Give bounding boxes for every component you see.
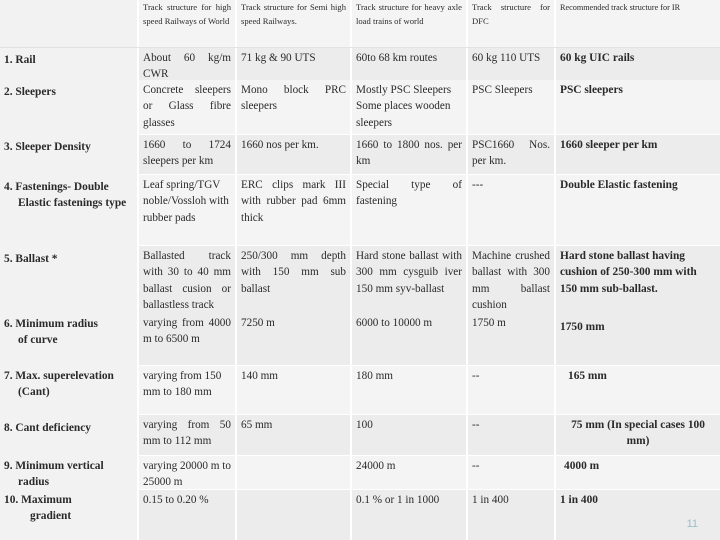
table-cell: 1 in 400 [556,490,720,540]
table-cell: 65 mm [237,415,350,455]
header-recommended-ir: Recommended track structure for IR [556,0,720,47]
table-cell: Ballasted track with 30 to 40 mm ballast cusion or ballastless track [139,246,235,313]
table-cell: 0.1 % or 1 in 1000 [352,490,466,540]
table-cell: Concrete sleepers or Glass fibre glasses [139,80,235,134]
table-cell: 165 mm [556,366,720,414]
table-row [0,135,720,174]
table-cell: -- [468,366,554,414]
table-cell: 4000 m [556,456,720,489]
table-cell: 24000 m [352,456,466,489]
table-cell: 60 kg UIC rails [556,48,720,80]
table-row [0,366,720,414]
table-header-row [0,0,720,47]
table-cell: -- [468,415,554,455]
row-label-line1: 4. Fastenings- Double [4,181,109,193]
header-high-speed: Track structure for high speed Railways of World [139,0,235,47]
table-cell: -- [468,456,554,489]
table-cell: 71 kg & 90 UTS [237,48,350,80]
row-label-line1: 10. Maximum [4,494,72,506]
table-cell: varying from 4000 m to 6500 m [139,313,235,365]
row-label-line2: (Cant) [18,386,50,399]
table-cell: 1 in 400 [468,490,554,540]
table-cell: 6000 to 10000 m [352,313,466,365]
table-cell: Hard stone ballast with 300 mm cysguib iver 150 mm syv-ballast [352,246,466,313]
table-row [0,490,720,540]
row-label: 1. Rail [4,54,36,66]
table-cell: 1660 to 1800 nos. per km [352,135,466,174]
row-label: 8. Cant deficiency [4,422,91,434]
header-empty-cell [0,0,137,47]
table-cell: PSC sleepers [556,80,720,134]
table-cell: Machine crushed ballast with 300 mm ballast cushion [468,246,554,313]
table-cell: About 60 kg/m CWR [139,48,235,80]
table-cell: 7250 m [237,313,350,365]
row-label-line2: gradient [30,510,72,523]
row-label [0,366,137,414]
row-label-line2: of curve [18,334,58,347]
table-cell: 1750 m [468,313,554,365]
table-cell: 1750 mm [556,313,720,365]
table-cell: Hard stone ballast having cushion of 250-300 mm with 150 mm sub-ballast. [556,246,720,313]
table-cell: Double Elastic fastening [556,175,720,245]
table-cell: varying from 50 mm to 112 mm [139,415,235,455]
table-cell: --- [468,175,554,245]
table-cell: 0.15 to 0.20 % [139,490,235,540]
table-cell: varying from 150 mm to 180 mm [139,366,235,414]
table-cell: PSC1660 Nos. per km. [468,135,554,174]
row-label-line1: 7. Max. superelevation [4,370,114,382]
table-cell: Leaf spring/TGV noble/Vossloh with rubber pads [139,175,235,245]
table-row [0,80,720,134]
row-label [0,313,137,365]
row-label: 5. Ballast * [4,253,58,265]
table-row [0,175,720,245]
table-cell [237,490,350,540]
table-cell: 180 mm [352,366,466,414]
table-cell: 60to 68 km routes [352,48,466,80]
table-row [0,415,720,455]
row-label-line2: Elastic fastenings type [18,197,127,210]
table-cell: 1660 nos per km. [237,135,350,174]
table-cell: Special type of fastening [352,175,466,245]
table-cell: 1660 to 1724 sleepers per km [139,135,235,174]
row-label-line1: 6. Minimum radius [4,318,98,330]
table-cell: 250/300 mm depth with 150 mm sub ballast [237,246,350,313]
page-number: 11 [686,518,698,530]
table-row [0,313,720,365]
header-dfc: Track structure for DFC [468,0,554,47]
table-cell: 140 mm [237,366,350,414]
row-label [0,175,137,245]
table-cell: 60 kg 110 UTS [468,48,554,80]
table-cell: PSC Sleepers [468,80,554,134]
table-cell: Mostly PSC Sleepers Some places wooden sleepers [352,80,466,134]
table-row [0,246,720,313]
table-row [0,48,720,80]
row-label [0,490,137,540]
table-cell: 100 [352,415,466,455]
row-label-line1: 9. Minimum vertical [4,460,104,472]
table-cell: 1660 sleeper per km [556,135,720,174]
header-semi-high-speed: Track structure for Semi high speed Railways. [237,0,350,47]
row-label: 2. Sleepers [4,86,56,98]
header-heavy-axle: Track structure for heavy axle load trains of world [352,0,466,47]
row-label: 3. Sleeper Density [4,141,91,153]
table-cell [237,456,350,489]
table-cell: Mono block PRC sleepers [237,80,350,134]
table-row [0,456,720,489]
table-cell: ERC clips mark III with rubber pad 6mm thick [237,175,350,245]
row-label [0,456,137,489]
table-cell: varying 20000 m to 25000 m [139,456,235,489]
table-cell: 75 mm (In special cases 100 mm) [556,415,720,455]
row-label-line2: radius [18,476,50,489]
